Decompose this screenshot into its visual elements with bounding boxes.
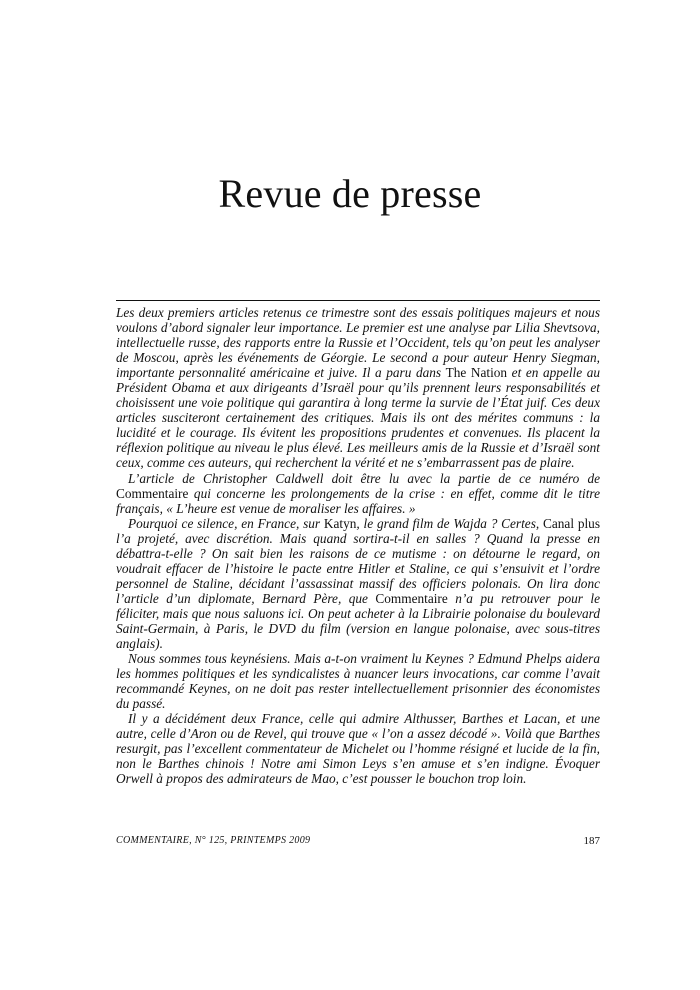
paragraph-text: Les deux premiers articles retenus ce trimestre sont des essais politiques majeurs et nous voulons d’abord signaler leur importance. Le premier est une analyse par Lilia Shevtsova, intellectuelle russe, des rapports entre la Russie et l’Occident, tels qu’on peut les analyser de Moscou, après les événements de Géorgie. Le second a pour auteur Henry Siegman, importante personnalité américaine et juive. Il a paru dans — [116, 305, 600, 381]
paragraph — [116, 516, 600, 651]
page-number: 187 — [583, 835, 600, 847]
paragraph — [116, 305, 600, 471]
paragraph-text: qui concerne les prolongements de la crise : en effet, comme dit le titre français, « L’heure est venue de moraliser les affaires. » — [116, 485, 600, 516]
paragraph — [116, 651, 600, 711]
article-body — [116, 305, 600, 787]
roman-title-text: Commentaire — [116, 485, 189, 501]
paragraph — [116, 711, 600, 786]
paragraph-text: L’article de Christopher Caldwell doit être lu avec la partie de ce numéro de — [128, 470, 600, 486]
roman-title-text: The Nation — [445, 365, 508, 381]
title-rule — [116, 300, 600, 301]
roman-title-text: Commentaire — [375, 590, 448, 606]
page-footer — [116, 835, 600, 846]
paragraph-text: et en appelle au Président Obama et aux dirigeants d’Israël pour qu’ils prennent leurs responsabilités et choisissent une voie politique qui garantira à long terme la survie de l’État juif. Ces deux articles susciteront certainement des critiques. Mais ils ont des mérites communs : la lucidité et le courage. Ils évitent les propositions prudentes et convenues. Ils placent la réflexion politique au niveau le plus élevé. Les meilleurs amis de la Russie et d’Israël sont ceux, comme ces auteurs, qui recherchent la vérité et ne s’embarrassent pas de plaire. — [116, 365, 600, 471]
paragraph-text: n’a pu retrouver pour le féliciter, mais que nous saluons ici. On peut acheter à la Librairie polonaise du boulevard Saint-Germain, à Paris, le DVD du film (version en langue polonaise, avec sous-titres anglais). — [116, 590, 600, 652]
roman-title-text: Katyn — [323, 515, 357, 531]
journal-issue: COMMENTAIRE, N° 125, PRINTEMPS 2009 — [116, 835, 311, 846]
paragraph-text: Pourquoi ce silence, en France, sur — [128, 515, 324, 531]
page-title: Revue de presse — [218, 171, 482, 216]
paragraph-text: , le grand film de Wajda ? Certes, — [356, 515, 544, 531]
paragraph — [116, 471, 600, 516]
paragraph-text: Il y a décidément deux France, celle qui admire Althusser, Barthes et Lacan, et une autre, celle d’Aron ou de Revel, qui trouve que « l’on a assez décodé ». Voilà que Barthes resurgit, pas l’excellent commentateur de Michelet ou l’homme résigné et lucide de la fin, non le Barthes chinois ! Notre ami Simon Leys s’en amuse et s’en indigne. Évoquer Orwell à propos des admirateurs de Mao, c’est pousser le bouchon trop loin. — [116, 711, 600, 787]
paragraph-text: Nous sommes tous keynésiens. Mais a-t-on vraiment lu Keynes ? Edmund Phelps aidera les hommes politiques et les syndicalistes à nuancer leurs invocations, car comme l’avait recommandé Keynes, on ne doit pas rester intellectuellement prisonnier des économistes du passé. — [116, 651, 600, 712]
roman-title-text: Canal plus — [543, 515, 601, 531]
paragraph-text: l’a projeté, avec discrétion. Mais quand sortira-t-il en salles ? Quand la presse en débattra-t-elle ? On sait bien les raisons de ce mutisme : on détourne le regard, on voudrait effacer de l’histoire le pacte entre Hitler et Staline, ce qui s’ensuivit et l’ordre personnel de Staline, décidant l’assassinat massif des officiers polonais. On lira donc l’article d’un diplomate, Bernard Père, que — [116, 530, 600, 606]
